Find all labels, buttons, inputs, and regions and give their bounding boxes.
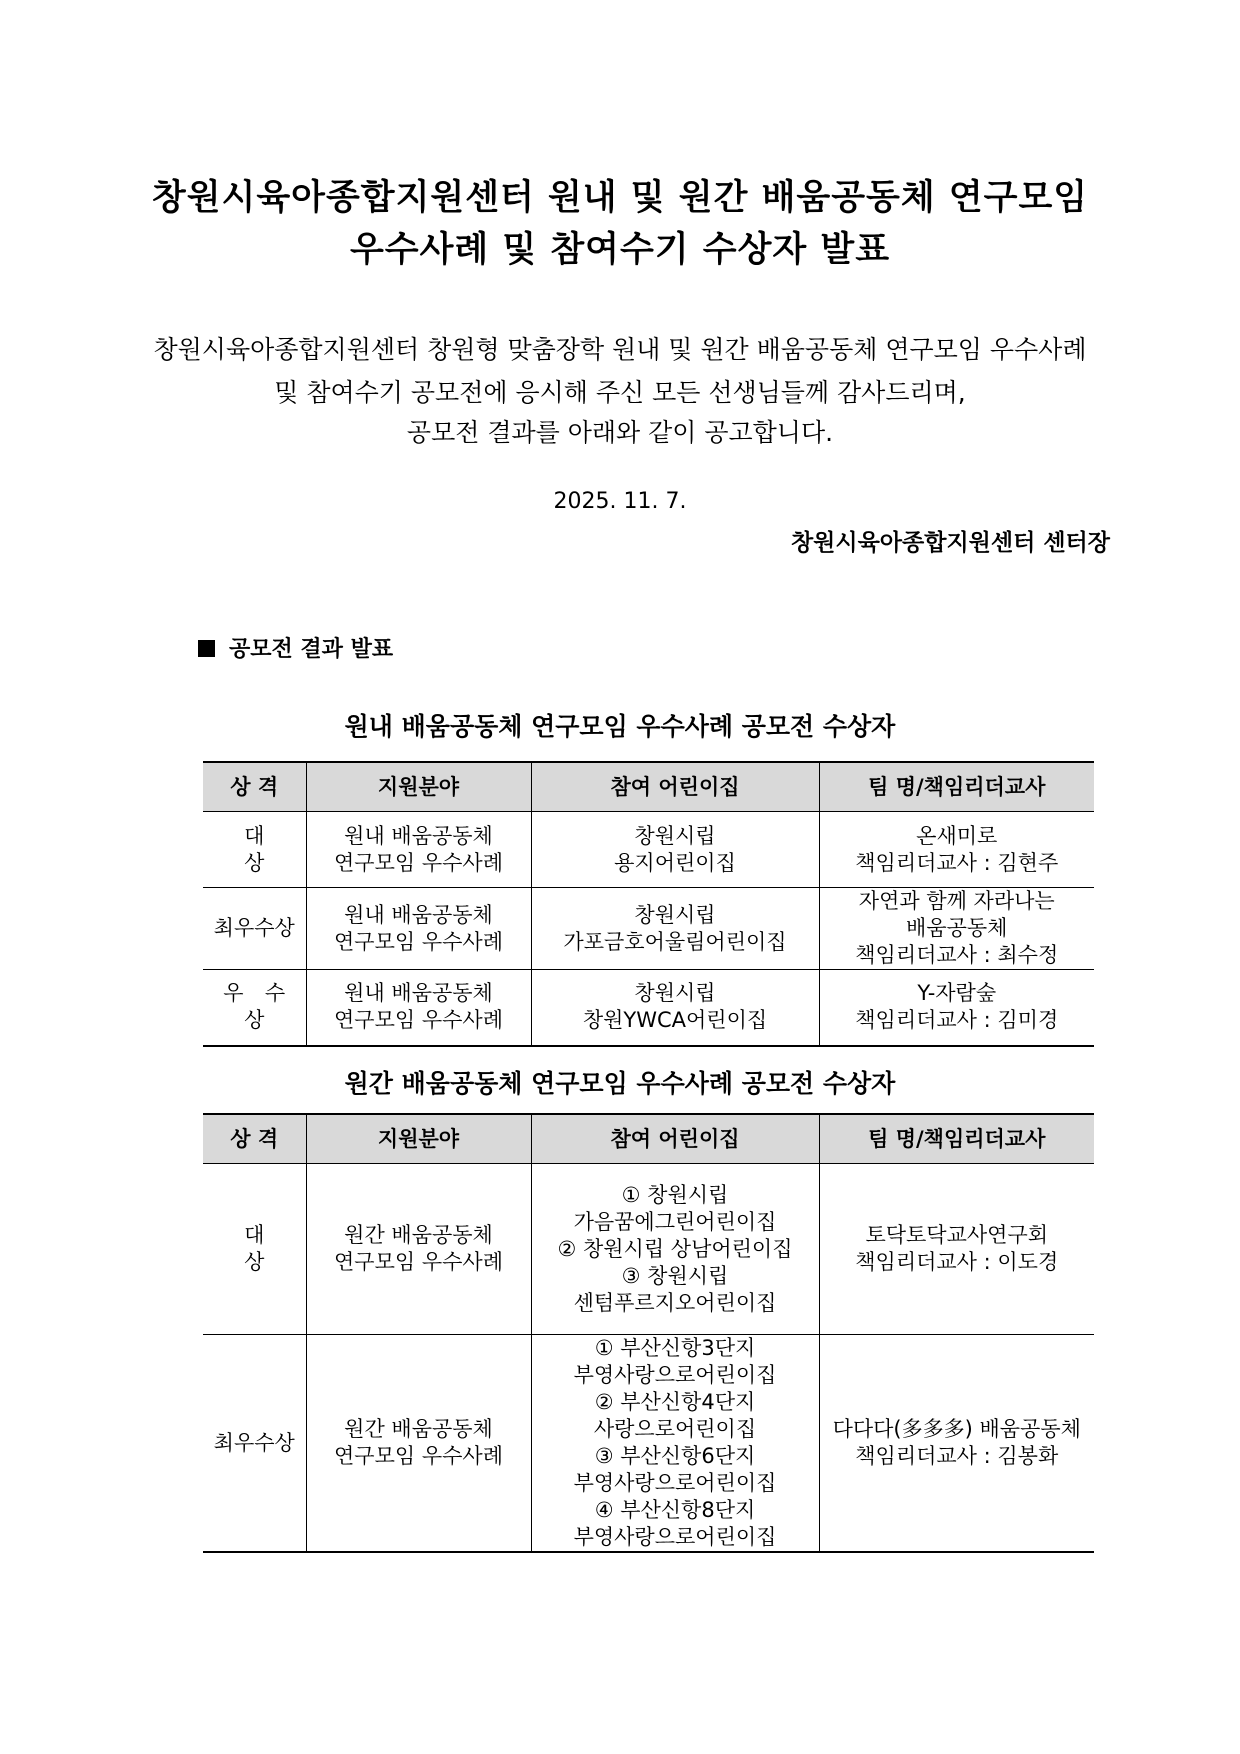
centers-cell: 창원시립 창원YWCA어린이집 [531,970,819,1046]
header-centers: 참여 어린이집 [531,762,819,812]
intro-line-2: 및 참여수기 공모전에 응시해 주신 모든 선생님들께 감사드리며, [274,378,966,407]
header-centers: 참여 어린이집 [531,1114,819,1164]
table-row [203,888,1094,970]
header-team: 팀 명/책임리더교사 [819,762,1094,812]
announcement-date: 2025. 11. 7. [553,489,687,514]
intro-line-1: 창원시육아종합지원센터 창원형 맞춤장학 원내 및 원간 배움공동체 연구모임 우수사례 [153,335,1087,364]
section-heading [198,632,393,663]
header-award: 상 격 [203,762,306,812]
field-cell: 원간 배움공동체 연구모임 우수사례 [306,1335,531,1553]
award-cell: 대 상 [203,1164,306,1335]
section-heading-text: 공모전 결과 발표 [229,637,394,662]
header-field: 지원분야 [306,1114,531,1164]
table-header-row [203,762,1094,812]
table2-caption: 원간 배움공동체 연구모임 우수사례 공모전 수상자 [344,1069,896,1098]
table-row [203,812,1094,888]
team-cell: 다다다(多多多) 배움공동체 책임리더교사 : 김봉화 [819,1335,1094,1553]
centers-cell: 창원시립 용지어린이집 [531,812,819,888]
field-cell: 원내 배움공동체 연구모임 우수사례 [306,888,531,970]
centers-cell: ① 창원시립 가음꿈에그린어린이집 ② 창원시립 상남어린이집 ③ 창원시립 센텀푸르지오어린이집 [531,1164,819,1335]
table-row [203,1164,1094,1335]
signer: 창원시육아종합지원센터 센터장 [790,530,1110,556]
table-header-row [203,1114,1094,1164]
header-team: 팀 명/책임리더교사 [819,1114,1094,1164]
page-title-line-2: 우수사례 및 참여수기 수상자 발표 [349,230,891,270]
table-row [203,1335,1094,1553]
centers-cell: 창원시립 가포금호어울림어린이집 [531,888,819,970]
intro-line-3: 공모전 결과를 아래와 같이 공고합니다. [406,418,834,447]
header-award: 상 격 [203,1114,306,1164]
award-cell: 최우수상 [203,1335,306,1553]
table-row [203,970,1094,1046]
team-cell: 온새미로 책임리더교사 : 김현주 [819,812,1094,888]
field-cell: 원내 배움공동체 연구모임 우수사례 [306,812,531,888]
header-field: 지원분야 [306,762,531,812]
team-cell: 자연과 함께 자라나는 배움공동체 책임리더교사 : 최수정 [819,888,1094,970]
team-cell: Y-자람숲 책임리더교사 : 김미경 [819,970,1094,1046]
page-title-line-1: 창원시육아종합지원센터 원내 및 원간 배움공동체 연구모임 [151,178,1089,218]
award-cell: 대 상 [203,812,306,888]
award-table-external [203,1113,1094,1553]
centers-cell: ① 부산신항3단지 부영사랑으로어린이집 ② 부산신항4단지 사랑으로어린이집 ③ 부산신항6단지 부영사랑으로어린이집 ④ 부산신항8단지 부영사랑으로어린이집 [531,1335,819,1553]
field-cell: 원간 배움공동체 연구모임 우수사례 [306,1164,531,1335]
award-table-internal [203,761,1094,1047]
table1-caption: 원내 배움공동체 연구모임 우수사례 공모전 수상자 [344,712,896,741]
award-cell: 최우수상 [203,888,306,970]
award-cell: 우 수 상 [203,970,306,1046]
square-bullet-icon [198,640,215,657]
field-cell: 원내 배움공동체 연구모임 우수사례 [306,970,531,1046]
team-cell: 토닥토닥교사연구회 책임리더교사 : 이도경 [819,1164,1094,1335]
